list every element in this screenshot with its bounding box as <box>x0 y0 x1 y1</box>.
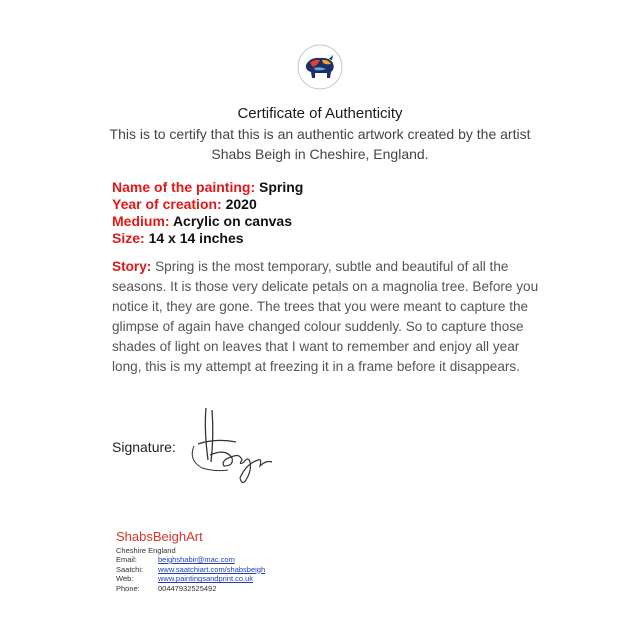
painting-name-label: Name of the painting: <box>112 179 256 195</box>
bull-logo-icon <box>296 43 344 91</box>
story-label: Story: <box>112 259 152 274</box>
story-paragraph <box>112 257 542 377</box>
signature-label: Signature: <box>112 439 176 455</box>
phone-key: Phone: <box>116 583 140 593</box>
painting-name-row <box>112 179 542 196</box>
signature-icon <box>176 400 286 490</box>
intro-line-1: This is to certify that this is an authentic artwork created by the artist <box>109 126 531 142</box>
size-value: 14 x 14 inches <box>148 230 244 246</box>
saatchi-key: Saatchi: <box>116 564 144 574</box>
story-text: Spring is the most temporary, subtle and beautiful of all the seasons. It is those very delicate petals on a magnolia tree. Before you notice it, they are gone. The trees that you were meant to capture the glimpse of again have changed colour suddenly. So to capture those shades of light on leaves that I want to remember and enjoy all year long, this is my attempt at freezing it in a frame before it disappears. <box>112 259 539 374</box>
certificate-header <box>0 104 640 164</box>
handwritten-signature <box>176 400 286 490</box>
brand-name: ShabsBeighArt <box>116 529 203 544</box>
saatchi-link[interactable]: www.saatchiart.com/shabsbeigh <box>158 564 266 574</box>
contact-row-saatchi <box>116 565 416 575</box>
artwork-details <box>112 179 542 247</box>
web-key: Web: <box>116 574 134 584</box>
page-title: Certificate of Authenticity <box>237 105 403 122</box>
size-row <box>112 230 542 247</box>
contact-row-email <box>116 555 416 565</box>
contact-row-web <box>116 574 416 584</box>
year-row <box>112 196 542 213</box>
year-label: Year of creation: <box>112 196 222 212</box>
email-key: Email: <box>116 555 137 564</box>
intro-line-2: Shabs Beigh in Cheshire, England. <box>211 146 429 162</box>
medium-label: Medium: <box>112 213 170 229</box>
size-label: Size: <box>112 230 145 246</box>
artist-logo <box>296 43 344 91</box>
contact-row-phone <box>116 584 416 594</box>
year-value: 2020 <box>225 196 257 212</box>
web-link[interactable]: www.paintingsandprint.co.uk <box>158 574 254 584</box>
phone-value: 00447932525492 <box>158 583 217 593</box>
brand-location: Cheshire England <box>116 546 176 555</box>
painting-name-value: Spring <box>259 179 304 195</box>
contact-footer <box>116 529 416 593</box>
email-link[interactable]: beighshabir@mac.com <box>158 555 235 564</box>
medium-value: Acrylic on canvas <box>172 213 292 229</box>
medium-row <box>112 213 542 230</box>
